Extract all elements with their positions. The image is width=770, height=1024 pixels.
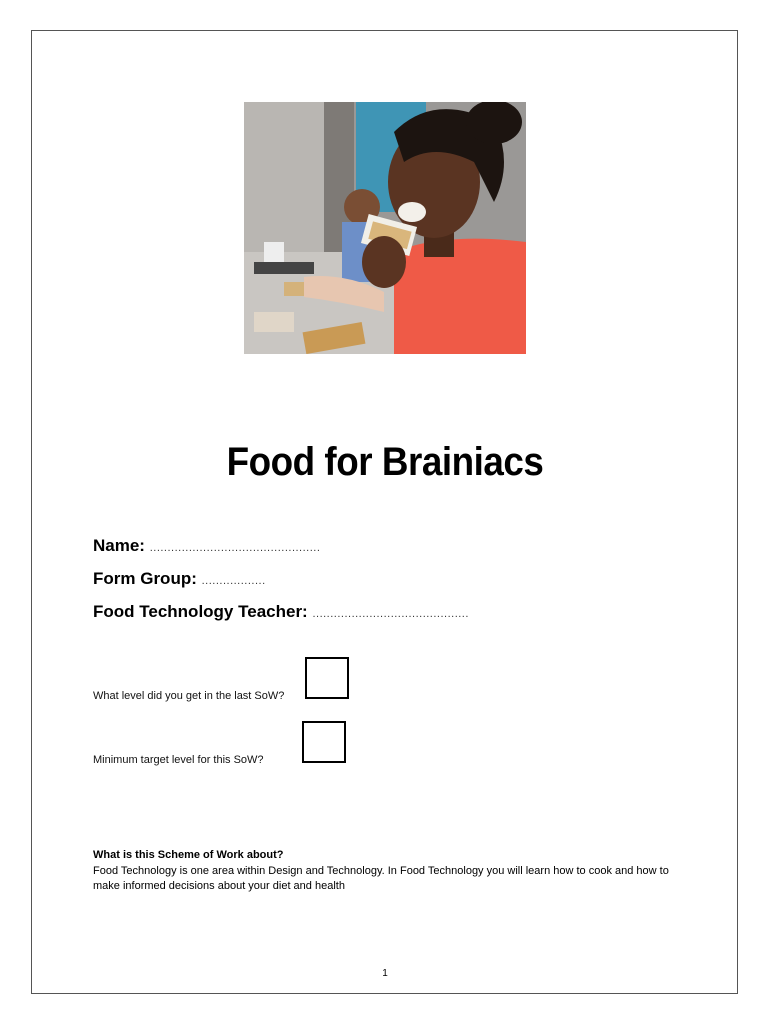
about-heading: What is this Scheme of Work about? bbox=[93, 849, 284, 861]
document-title: Food for Brainiacs bbox=[226, 440, 544, 484]
teacher-field bbox=[93, 602, 469, 622]
form-group-label: Form Group: bbox=[93, 569, 197, 588]
name-label: Name: bbox=[93, 536, 145, 555]
last-level-question: What level did you get in the last SoW? bbox=[93, 690, 285, 702]
target-level-question: Minimum target level for this SoW? bbox=[93, 754, 264, 766]
target-level-box[interactable] bbox=[302, 721, 346, 763]
page-number: 1 bbox=[382, 968, 388, 979]
about-body: Food Technology is one area within Design and Technology. In Food Technology you will learn how to cook and how to make informed decisions about your diet and health bbox=[93, 865, 669, 892]
cover-photo-girl-eating-sandwich bbox=[244, 102, 526, 354]
name-field bbox=[93, 536, 320, 556]
teacher-blank[interactable]: ............................................ bbox=[312, 608, 469, 620]
last-level-box[interactable] bbox=[305, 657, 349, 699]
form-group-field bbox=[93, 569, 266, 589]
teacher-label: Food Technology Teacher: bbox=[93, 602, 308, 621]
form-group-blank[interactable]: .................. bbox=[201, 575, 266, 587]
name-blank[interactable]: ................................................ bbox=[149, 542, 321, 554]
